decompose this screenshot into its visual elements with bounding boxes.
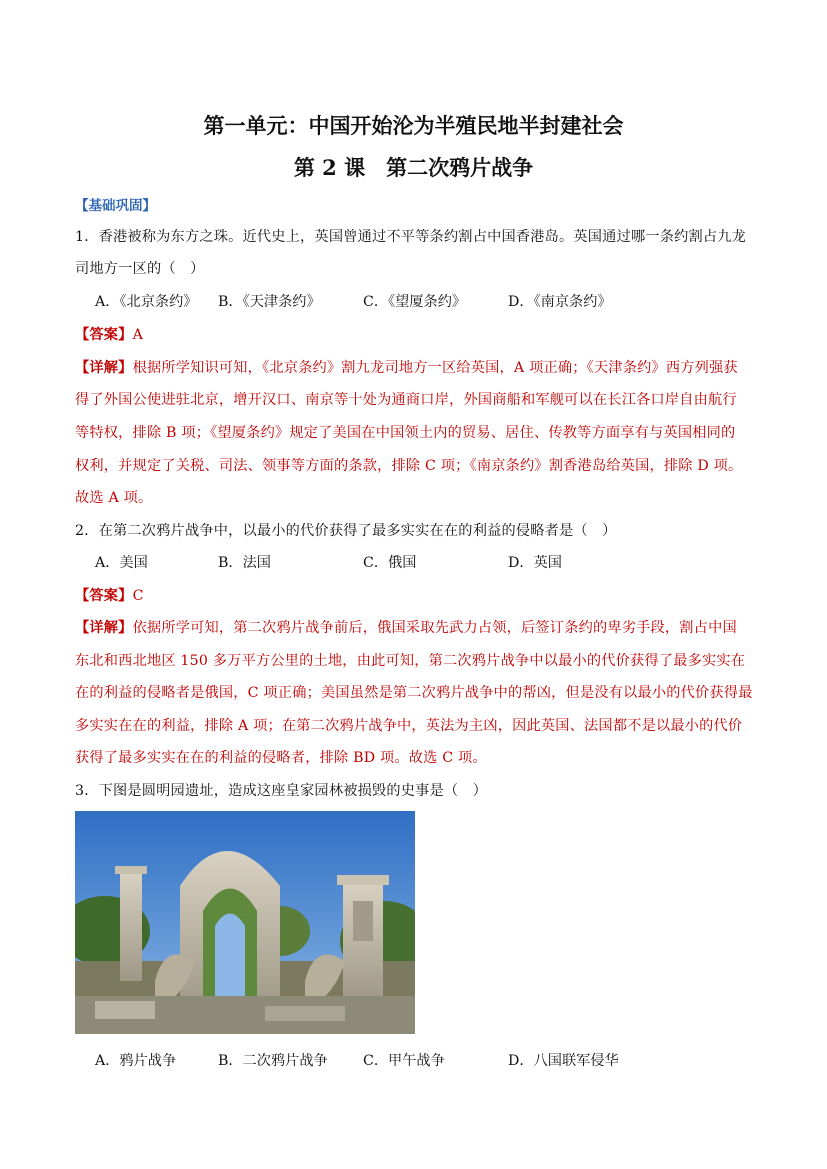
detail-tag: 【详解】 <box>75 620 133 636</box>
q1-answer <box>75 324 143 344</box>
q2-detail-line-3: 在的利益的侵略者是俄国，C 项正确；美国虽然是第二次鸦片战争中的帮凶，但是没有以最小的代价获得最 <box>75 685 753 701</box>
q2-detail-line-5: 获得了最多实实在在的利益的侵略者，排除 BD 项。故选 C 项。 <box>75 750 487 766</box>
q2-option-d: D．英国 <box>508 555 562 571</box>
q1-option-d: D．《南京条约》 <box>508 294 612 310</box>
section-label: 【基础巩固】 <box>75 198 156 214</box>
q1-detail-line-4: 权利，并规定了关税、司法、领事等方面的条款，排除 C 项；《南京条约》割香港岛给英国，排除 D 项。 <box>75 458 743 474</box>
yuanmingyuan-ruins-photo <box>75 811 415 1034</box>
q1-option-c: C．《望厦条约》 <box>363 294 467 310</box>
answer-value: A <box>132 327 144 343</box>
lesson-title: 第 2 课 第二次鸦片战争 <box>293 155 534 180</box>
q1-detail-line-1 <box>75 357 738 377</box>
q3-stem-line-1: 3．下图是圆明园遗址，造成这座皇家园林被损毁的史事是（ ） <box>75 783 488 799</box>
q2-answer <box>75 585 144 605</box>
q3-option-c: C．甲午战争 <box>363 1053 445 1069</box>
q3-option-b: B．二次鸦片战争 <box>218 1053 328 1069</box>
detail-text: 依据所学可知，第二次鸦片战争前后，俄国采取先武力占领，后签订条约的卑劣手段，割占中国 <box>132 620 737 636</box>
q1-option-b: B．《天津条约》 <box>218 294 321 310</box>
q2-option-a: A．美国 <box>95 555 148 571</box>
q2-detail-line-2: 东北和西北地区 150 多万平方公里的土地，由此可知，第二次鸦片战争中以最小的代价获得了最多实实在 <box>75 653 746 669</box>
q3-option-a: A．鸦片战争 <box>95 1053 177 1069</box>
q1-detail-line-2: 得了外国公使进驻北京，增开汉口、南京等十处为通商口岸，外国商船和军舰可以在长江各口岸自由航行 <box>75 392 737 408</box>
q1-stem-line-1: 1．香港被称为东方之珠。近代史上，英国曾通过不平等条约割占中国香港岛。英国通过哪一条约割占九龙 <box>75 229 747 245</box>
q1-stem-line-2: 司地方一区的（ ） <box>75 261 205 277</box>
detail-tag: 【详解】 <box>75 360 133 376</box>
answer-tag: 【答案】 <box>75 588 133 604</box>
q1-detail-line-5: 故选 A 项。 <box>75 490 153 506</box>
q1-option-a: A．《北京条约》 <box>95 294 198 310</box>
q3-option-d: D．八国联军侵华 <box>508 1053 619 1069</box>
q2-detail-line-1 <box>75 617 737 637</box>
detail-text: 根据所学知识可知，《北京条约》割九龙司地方一区给英国，A 项正确；《天津条约》西方列强获 <box>132 360 738 376</box>
q2-option-c: C．俄国 <box>363 555 417 571</box>
q1-detail-line-3: 等特权，排除 B 项；《望厦条约》规定了美国在中国领土内的贸易、居住、传教等方面享有与英国相同的 <box>75 425 736 441</box>
answer-tag: 【答案】 <box>75 327 133 343</box>
q2-detail-line-4: 多实实在在的利益，排除 A 项；在第二次鸦片战争中，英法为主凶，因此英国、法国都不是以最小的代价 <box>75 718 743 734</box>
q2-option-b: B．法国 <box>218 555 271 571</box>
unit-title: 第一单元：中国开始沦为半殖民地半封建社会 <box>203 113 624 138</box>
answer-value: C <box>132 588 144 604</box>
q2-stem-line-1: 2．在第二次鸦片战争中，以最小的代价获得了最多实实在在的利益的侵略者是（ ） <box>75 523 617 539</box>
